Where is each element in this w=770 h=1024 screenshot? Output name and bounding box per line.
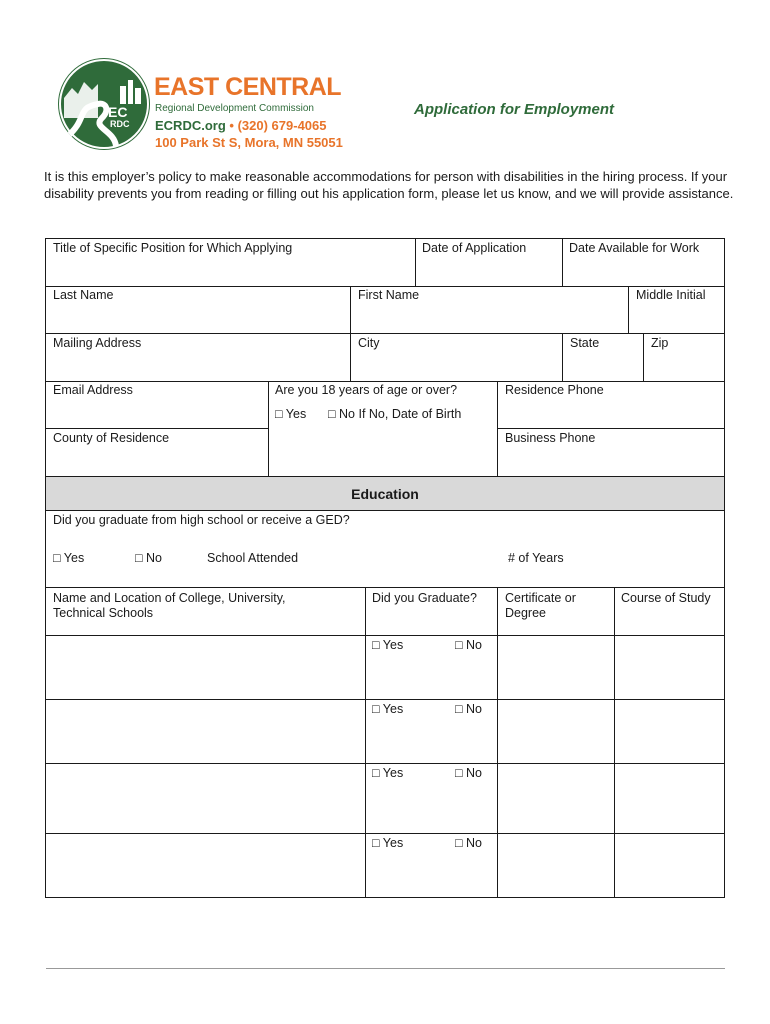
mailing-address-label: Mailing Address xyxy=(53,336,142,350)
certificate-label-line1: Certificate or xyxy=(505,591,576,605)
website-link[interactable]: ECRDC.org xyxy=(155,118,226,133)
state-label: State xyxy=(570,336,600,350)
date-application-label: Date of Application xyxy=(422,241,527,255)
date-available-label: Date Available for Work xyxy=(569,241,700,255)
org-contact xyxy=(155,118,327,133)
middle-initial-label: Middle Initial xyxy=(636,288,706,302)
age-no-checkbox[interactable]: □ No If No, Date of Birth xyxy=(328,407,462,421)
num-years-label: # of Years xyxy=(508,551,564,565)
logo-graphic xyxy=(58,58,150,150)
age-question-label: Are you 18 years of age or over? xyxy=(275,383,458,397)
logo-letters-top: EC xyxy=(108,104,128,120)
org-name: EAST CENTRAL xyxy=(154,73,342,101)
bullet-separator: • xyxy=(229,118,234,133)
org-subtitle: Regional Development Commission xyxy=(155,103,314,114)
position-label: Title of Specific Position for Which Applying xyxy=(53,241,293,255)
school-attended-label: School Attended xyxy=(207,551,299,565)
age-yes-checkbox[interactable]: □ Yes xyxy=(275,407,307,421)
grad-yes-checkbox-2[interactable]: □ Yes xyxy=(372,702,404,716)
course-label: Course of Study xyxy=(621,591,711,605)
education-title: Education xyxy=(351,486,419,502)
residence-phone-label: Residence Phone xyxy=(505,383,604,397)
phone-number: (320) 679-4065 xyxy=(237,118,327,133)
form-title: Application for Employment xyxy=(414,101,615,118)
hs-no-checkbox[interactable]: □ No xyxy=(135,551,163,565)
logo xyxy=(58,58,150,150)
hs-yes-checkbox[interactable]: □ Yes xyxy=(53,551,85,565)
county-label: County of Residence xyxy=(53,431,170,445)
grad-no-checkbox-2[interactable]: □ No xyxy=(455,702,483,716)
did-graduate-label: Did you Graduate? xyxy=(372,591,477,605)
grad-no-checkbox-3[interactable]: □ No xyxy=(455,766,483,780)
org-address: 100 Park St S, Mora, MN 55051 xyxy=(155,135,343,150)
email-label: Email Address xyxy=(53,383,133,397)
last-name-label: Last Name xyxy=(53,288,114,302)
grad-yes-checkbox-3[interactable]: □ Yes xyxy=(372,766,404,780)
city-label: City xyxy=(358,336,380,350)
business-phone-label: Business Phone xyxy=(505,431,596,445)
policy-text: It is this employer’s policy to make reasonable accommodations for person with disabilities in the hiring process. If your disability prevents you from reading or filling out his application form, please let us know, and we will provide assistance. xyxy=(44,169,734,201)
certificate-label-line2: Degree xyxy=(505,606,546,620)
college-label-line1: Name and Location of College, University, xyxy=(53,591,286,605)
grad-no-checkbox-4[interactable]: □ No xyxy=(455,836,483,850)
grad-yes-checkbox-4[interactable]: □ Yes xyxy=(372,836,404,850)
grad-no-checkbox-1[interactable]: □ No xyxy=(455,638,483,652)
zip-label: Zip xyxy=(651,336,669,350)
grad-yes-checkbox-1[interactable]: □ Yes xyxy=(372,638,404,652)
first-name-label: First Name xyxy=(358,288,420,302)
logo-letters-bottom: RDC xyxy=(110,119,130,129)
hs-question-label: Did you graduate from high school or receive a GED? xyxy=(53,513,350,527)
college-label-line2: Technical Schools xyxy=(53,606,154,620)
